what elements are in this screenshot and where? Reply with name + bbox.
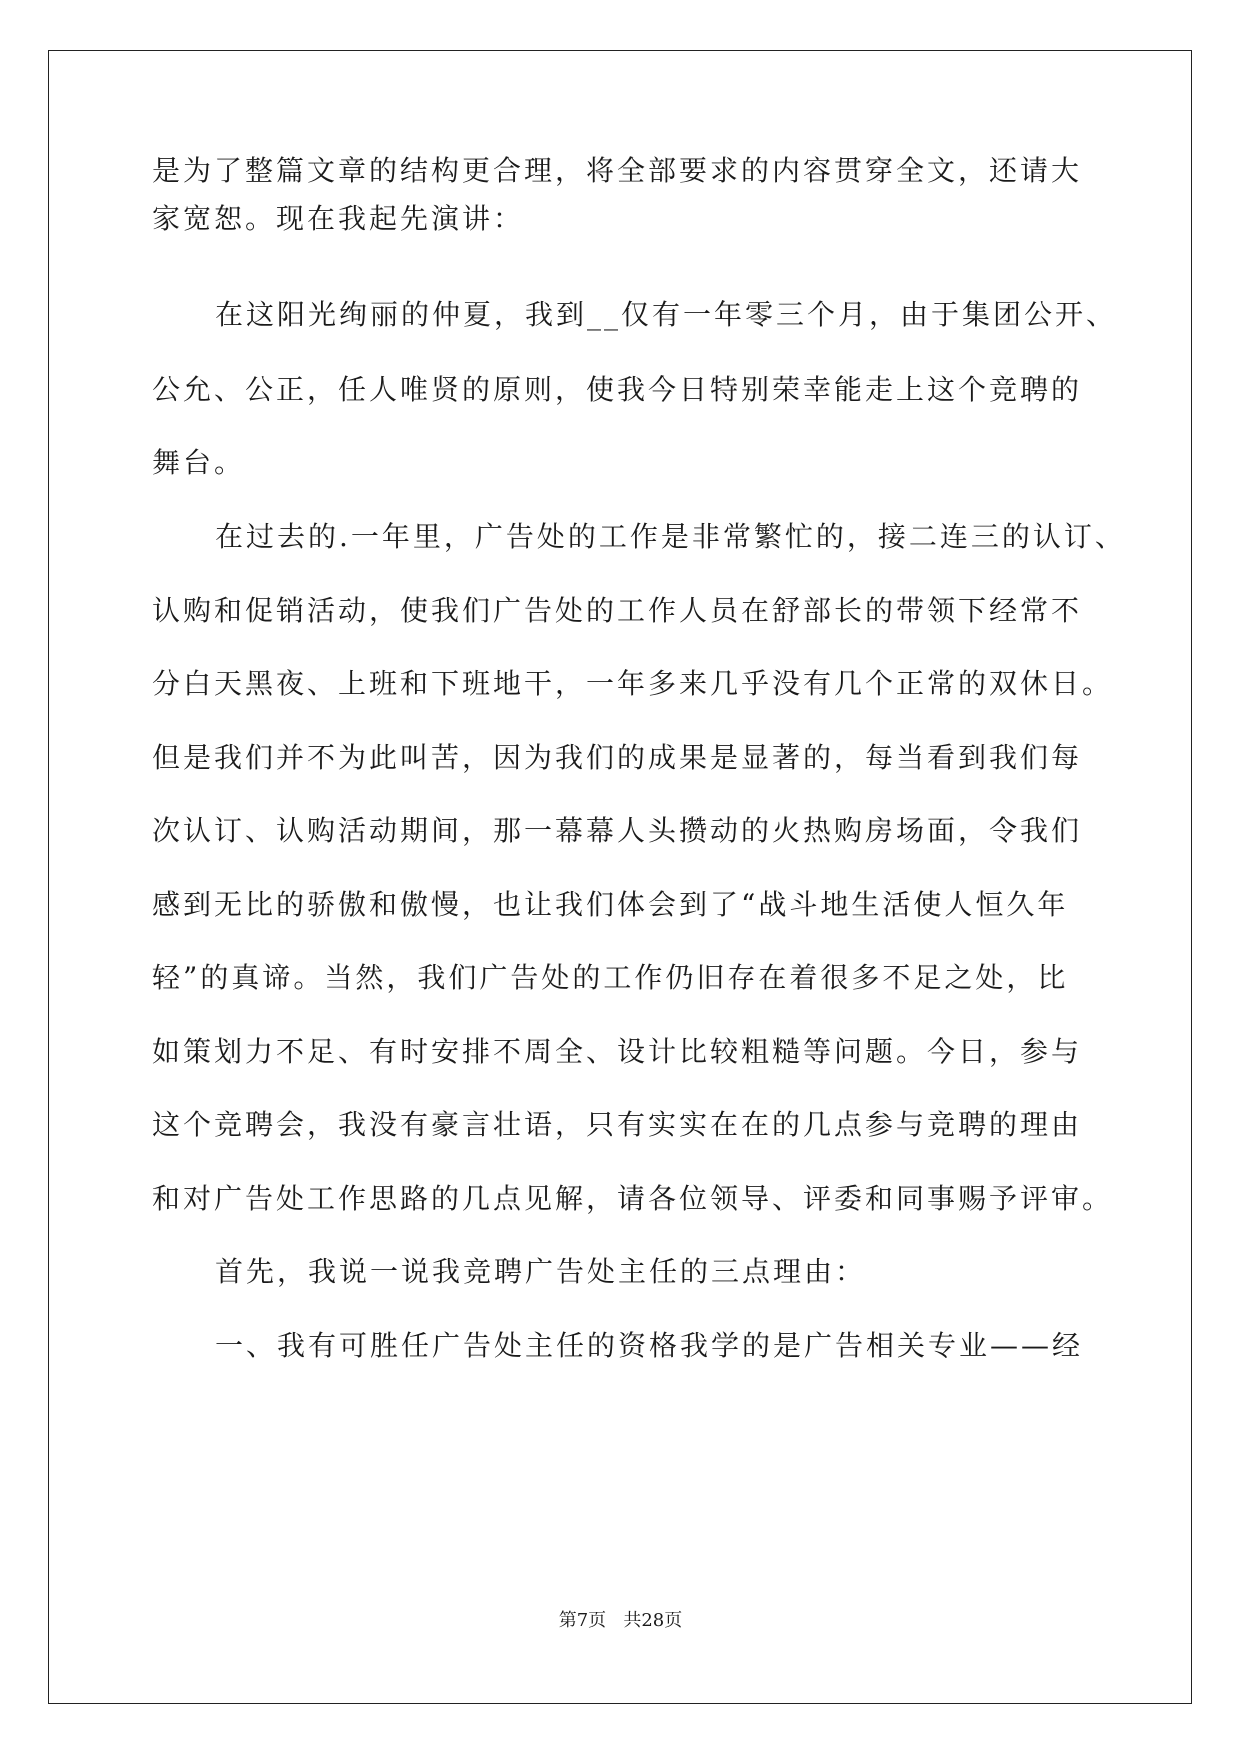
page-total: 共28页	[623, 1610, 683, 1631]
text-line: 首先，我说一说我竞聘广告处主任的三点理由：	[215, 1255, 867, 1288]
text-line: 如策划力不足、有时安排不周全、设计比较粗糙等问题。今日，参与	[152, 1035, 1083, 1068]
page-footer	[0, 1609, 1241, 1633]
text-line: 感到无比的骄傲和傲慢，也让我们体会到了“战斗地生活使人恒久年	[152, 888, 1069, 921]
text-line: 轻”的真谛。当然，我们广告处的工作仍旧存在着很多不足之处，比	[152, 961, 1069, 994]
text-line: 家宽恕。现在我起先演讲：	[152, 202, 525, 235]
text-line: 舞台。	[152, 446, 246, 479]
text-line: 但是我们并不为此叫苦，因为我们的成果是显著的，每当看到我们每	[152, 741, 1083, 774]
text-line: 公允、公正，任人唯贤的原则，使我今日特别荣幸能走上这个竞聘的	[152, 373, 1083, 406]
page-number: 第7页	[558, 1610, 607, 1631]
text-line: 和对广告处工作思路的几点见解，请各位领导、评委和同事赐予评审。	[152, 1182, 1114, 1215]
text-line: 次认订、认购活动期间，那一幕幕人头攒动的火热购房场面，令我们	[152, 814, 1083, 847]
text-line: 分白天黑夜、上班和下班地干，一年多来几乎没有几个正常的双休日。	[152, 667, 1114, 700]
text-line: 在这阳光绚丽的仲夏，我到__仅有一年零三个月，由于集团公开、	[215, 298, 1118, 331]
text-line: 这个竞聘会，我没有豪言壮语，只有实实在在的几点参与竞聘的理由	[152, 1108, 1083, 1141]
text-line: 是为了整篇文章的结构更合理，将全部要求的内容贯穿全文，还请大	[152, 154, 1083, 187]
text-line: 一、我有可胜任广告处主任的资格我学的是广告相关专业——经	[215, 1329, 1084, 1362]
text-line: 在过去的.一年里，广告处的工作是非常繁忙的，接二连三的认订、	[215, 520, 1126, 553]
text-line: 认购和促销活动，使我们广告处的工作人员在舒部长的带领下经常不	[152, 594, 1083, 627]
